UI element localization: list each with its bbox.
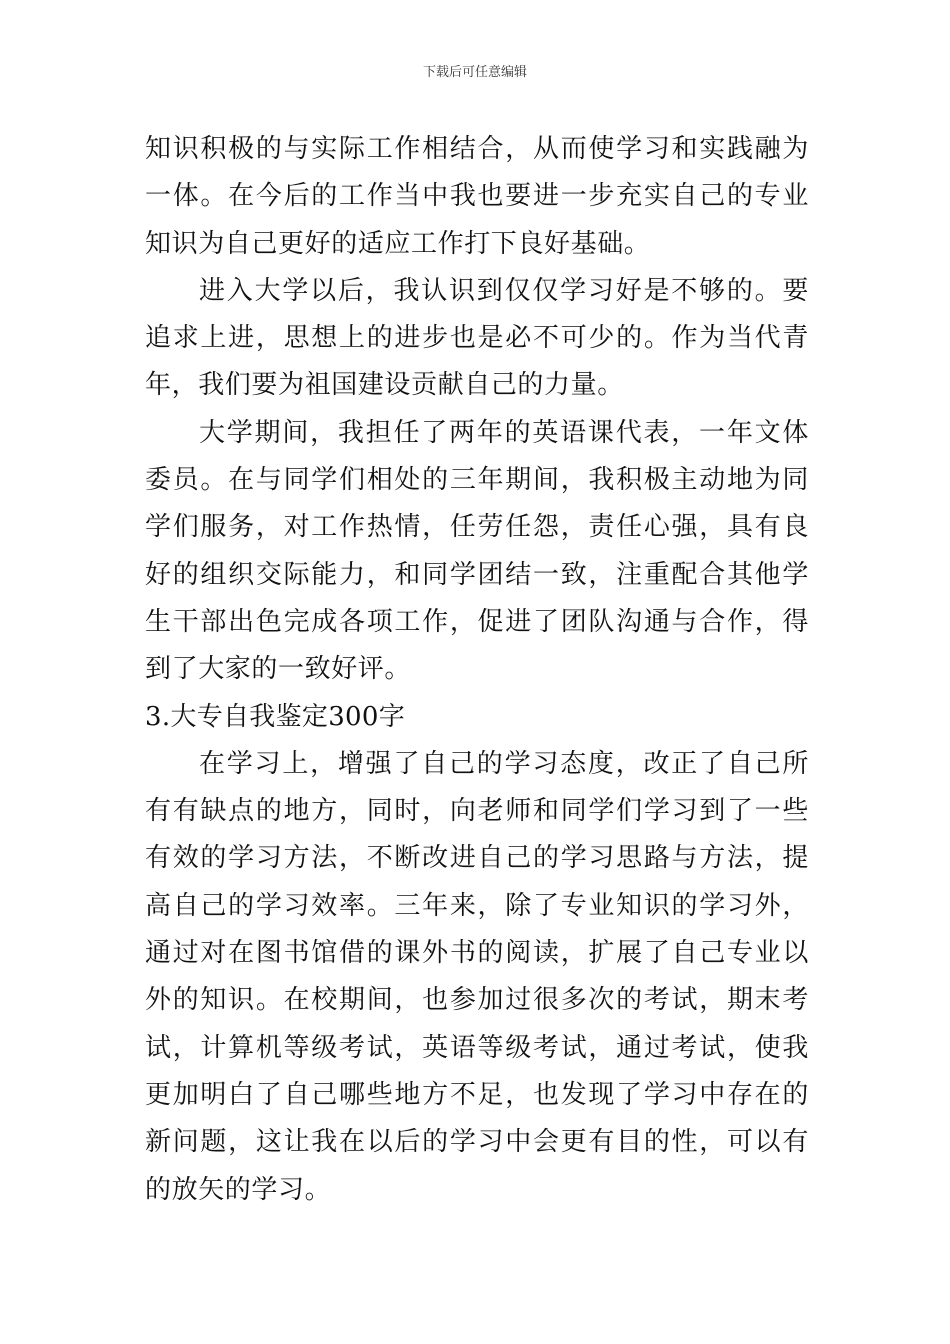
paragraph-1: 知识积极的与实际工作相结合，从而使学习和实践融为一体。在今后的工作当中我也要进一步充实自己的专业知识为自己更好的适应工作打下良好基础。 — [145, 134, 809, 259]
section-heading: 3.大专自我鉴定300字 — [145, 701, 406, 732]
document-body — [145, 126, 809, 1214]
paragraph-3: 大学期间，我担任了两年的英语课代表，一年文体委员。在与同学们相处的三年期间，我积极主动地为同学们服务，对工作热情，任劳任怨，责任心强，具有良好的组织交际能力，和同学团结一致，注重配合其他学生干部出色完成各项工作，促进了团队沟通与合作，得到了大家的一致好评。 — [145, 417, 809, 685]
page-header: 下载后可任意编辑 — [422, 65, 527, 80]
paragraph-4: 在学习上，增强了自己的学习态度，改正了自己所有有缺点的地方，同时，向老师和同学们学习到了一些有效的学习方法，不断改进自己的学习思路与方法，提高自己的学习效率。三年来，除了专业知识的学习外，通过对在图书馆借的课外书的阅读，扩展了自己专业以外的知识。在校期间，也参加过很多次的考试，期末考试，计算机等级考试，英语等级考试，通过考试，使我更加明白了自己哪些地方不足，也发现了学习中存在的新问题，这让我在以后的学习中会更有目的性，可以有的放矢的学习。 — [145, 748, 809, 1205]
paragraph-2: 进入大学以后，我认识到仅仅学习好是不够的。要追求上进，思想上的进步也是必不可少的。作为当代青年，我们要为祖国建设贡献自己的力量。 — [145, 275, 809, 401]
